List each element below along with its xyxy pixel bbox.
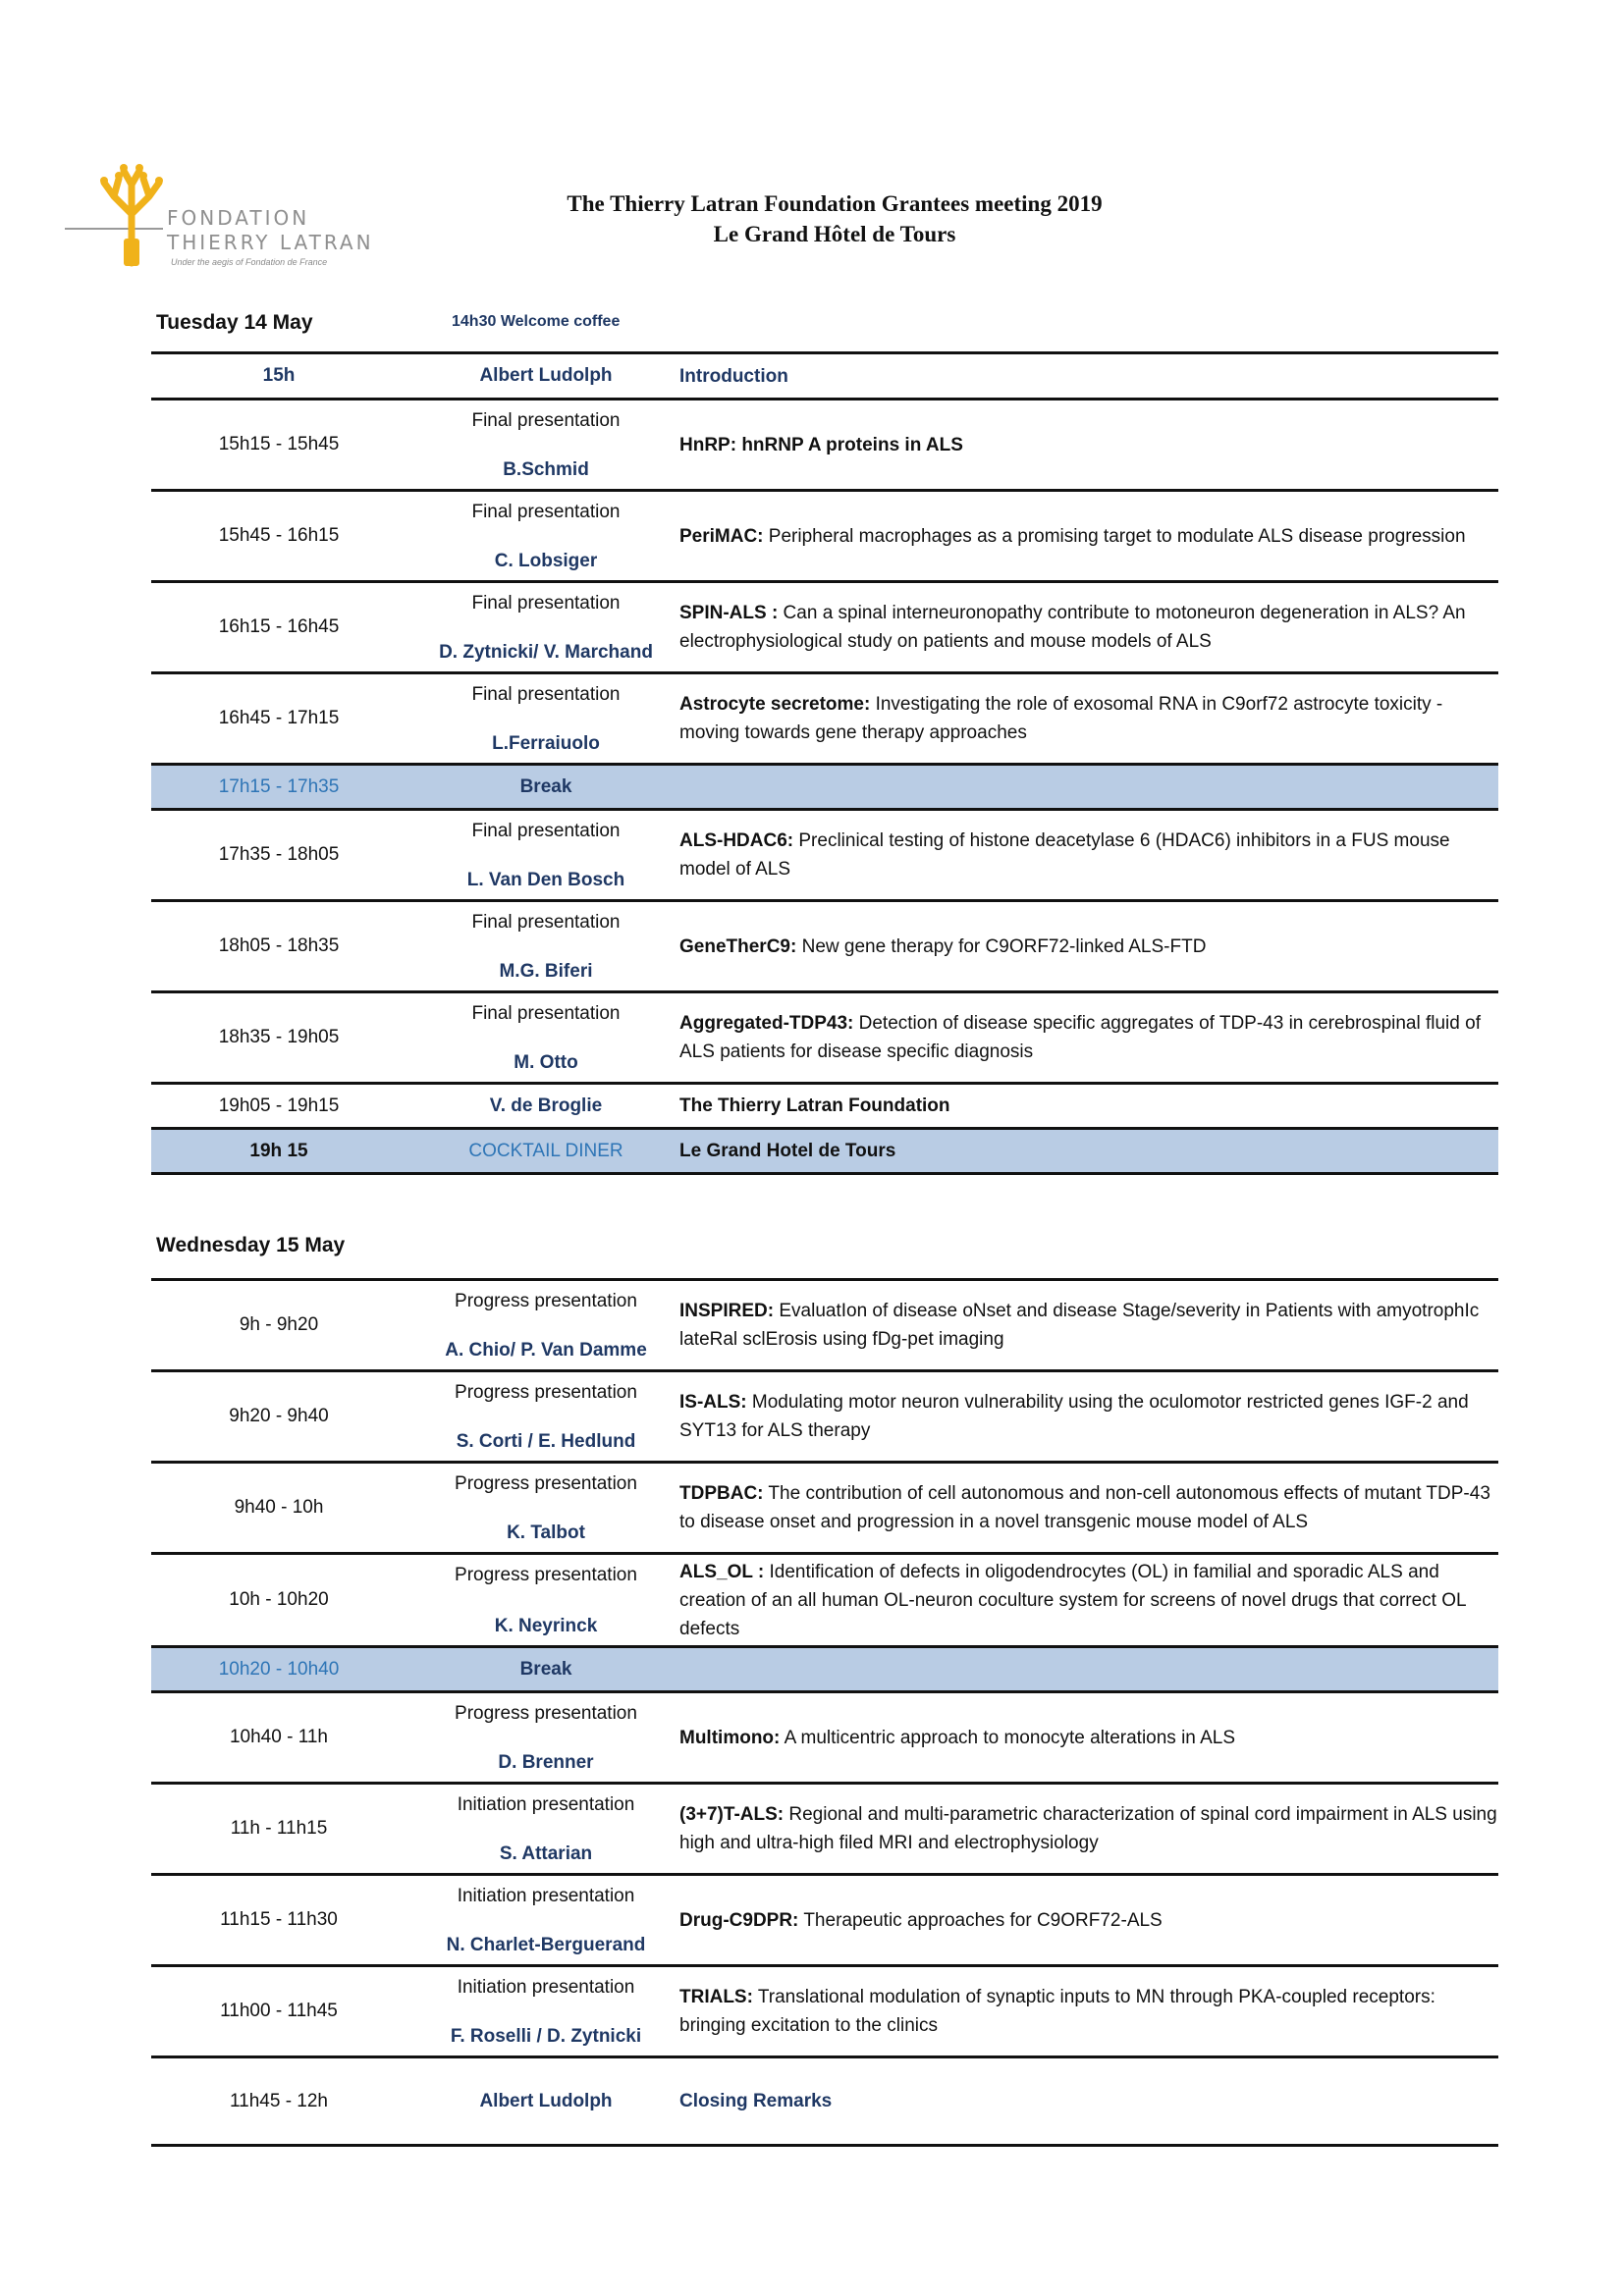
row-topic-text: Regional and multi-parametric characterization of spinal cord impairment in ALS using high and ultra-high filed MRI and electrophysiology: [679, 1804, 1497, 1853]
row-time: 9h20 - 9h40: [229, 1406, 329, 1426]
row-topic-title: ALS-HDAC6:: [679, 830, 794, 851]
row-topic-title: (3+7)T-ALS:: [679, 1804, 785, 1825]
row-speaker: D. Zytnicki/ V. Marchand: [439, 642, 653, 663]
row-presentation-type: Progress presentation: [455, 1703, 637, 1724]
row-topic-text: EvaluatIon of disease oNset and disease Stage/severity in Patients with amyotrophIc lateRal sclErosis using fDg-pet imaging: [679, 1301, 1480, 1350]
row-time: 11h - 11h15: [230, 1818, 328, 1839]
row-time: 10h40 - 11h: [229, 1727, 328, 1747]
schedule-row: [151, 398, 1498, 489]
row-presentation-type: Final presentation: [471, 821, 621, 841]
row-time: 10h20 - 10h40: [218, 1658, 340, 1680]
row-topic-title: Drug-C9DPR:: [679, 1909, 799, 1931]
row-speaker: Albert Ludolph: [479, 2090, 613, 2111]
row-time: 18h05 - 18h35: [218, 935, 340, 956]
schedule-row: [151, 1782, 1498, 1873]
schedule-row: [151, 2056, 1498, 2147]
row-topic-text: Investigating the role of exosomal RNA in C9orf72 astrocyte toxicity - moving towards gene therapy approaches: [679, 694, 1443, 743]
row-topic-text: Preclinical testing of histone deacetylase 6 (HDAC6) inhibitors in a FUS mouse model of ALS: [679, 830, 1450, 880]
schedule-row: [151, 990, 1498, 1082]
row-topic-title: TRIALS:: [679, 1987, 753, 2007]
row-time: 17h15 - 17h35: [218, 775, 340, 797]
day1-label: Tuesday 14 May: [156, 311, 313, 334]
row-time: 15h45 - 16h15: [218, 525, 340, 546]
row-topic-title: Aggregated-TDP43:: [679, 1013, 854, 1034]
row-presentation-type: Final presentation: [471, 684, 621, 705]
logo-tagline: Under the aegis of Fondation de France: [171, 257, 328, 267]
row-topic-title: IS-ALS:: [679, 1392, 747, 1413]
schedule-row: [151, 1964, 1498, 2056]
row-topic-title: ALS_OL :: [679, 1561, 765, 1582]
row-speaker: A. Chio/ P. Van Damme: [445, 1340, 647, 1361]
row-presentation-type: Final presentation: [471, 593, 621, 614]
row-speaker: B.Schmid: [503, 459, 589, 480]
row-speaker: M.G. Biferi: [499, 961, 593, 982]
row-speaker: F. Roselli / D. Zytnicki: [450, 2026, 642, 2047]
schedule-row: [151, 1552, 1498, 1645]
row-presentation-type: Progress presentation: [455, 1565, 637, 1585]
document-subtitle: Le Grand Hôtel de Tours: [713, 222, 956, 246]
row-topic-title: Le Grand Hotel de Tours: [679, 1141, 896, 1161]
row-speaker: L.Ferraiuolo: [492, 733, 600, 754]
cocktail-label: COCKTAIL DINER: [468, 1140, 623, 1161]
row-time: 19h05 - 19h15: [218, 1095, 340, 1116]
row-topic-text: Therapeutic approaches for C9ORF72-ALS: [798, 1909, 1163, 1931]
document-title: The Thierry Latran Foundation Grantees meeting 2019: [567, 191, 1103, 216]
row-time: 9h40 - 10h: [234, 1497, 324, 1518]
row-topic-title: GeneTherC9:: [679, 935, 797, 957]
schedule-row: [151, 1278, 1498, 1369]
row-presentation-type: Final presentation: [471, 502, 621, 522]
schedule-row: [151, 580, 1498, 671]
row-speaker: K. Neyrinck: [494, 1616, 598, 1636]
row-topic-title: HnRP: hnRNP A proteins in ALS: [679, 434, 963, 455]
row-time: 15h: [262, 365, 296, 386]
row-topic-text: Modulating motor neuron vulnerability using the oculomotor restricted genes IGF-2 and SYT13 for ALS therapy: [679, 1392, 1469, 1441]
row-speaker: M. Otto: [514, 1052, 578, 1073]
cocktail-row: [151, 1127, 1498, 1175]
row-time: 19h 15: [249, 1140, 308, 1161]
row-topic-text: Identification of defects in oligodendrocytes (OL) in familial and sporadic ALS and creation of an all human OL-neuron coculture system for screens of novel drugs that correct OL defects: [679, 1561, 1466, 1639]
row-presentation-type: Progress presentation: [455, 1473, 637, 1494]
schedule-row: [151, 1690, 1498, 1782]
welcome-coffee: 14h30 Welcome coffee: [452, 313, 621, 330]
row-presentation-type: Final presentation: [471, 410, 621, 431]
row-time: 16h15 - 16h45: [218, 616, 340, 637]
row-speaker: S. Attarian: [499, 1843, 593, 1864]
schedule-row: [151, 1369, 1498, 1461]
row-time: 11h00 - 11h45: [220, 2001, 338, 2021]
row-presentation-type: Initiation presentation: [457, 1977, 635, 1998]
row-topic-title: Closing Remarks: [679, 2091, 833, 2111]
schedule-row: [151, 1461, 1498, 1552]
row-presentation-type: Progress presentation: [455, 1291, 637, 1311]
day2-label: Wednesday 15 May: [156, 1234, 346, 1256]
row-speaker: N. Charlet-Berguerand: [446, 1935, 646, 1955]
row-time: 17h35 - 18h05: [218, 844, 340, 865]
row-time: 11h15 - 11h30: [220, 1909, 338, 1930]
row-speaker: K. Talbot: [507, 1522, 585, 1543]
row-time: 18h35 - 19h05: [218, 1027, 340, 1047]
row-presentation-type: Initiation presentation: [457, 1886, 635, 1906]
row-topic-title: The Thierry Latran Foundation: [679, 1095, 950, 1116]
schedule-row: [151, 351, 1498, 398]
row-speaker: L. Van Den Bosch: [466, 870, 625, 890]
row-topic-text: The contribution of cell autonomous and non-cell autonomous effects of mutant TDP-43 to disease onset and progression in a novel transgenic mouse model of ALS: [679, 1483, 1490, 1532]
break-row: [151, 1645, 1498, 1690]
row-topic-title: Astrocyte secretome:: [679, 694, 871, 715]
break-label: Break: [519, 775, 572, 797]
row-topic-text: Translational modulation of synaptic inputs to MN through PKA-coupled receptors: bringing excitation to the clinics: [679, 1987, 1435, 2036]
logo-line-1: FONDATION: [167, 206, 310, 230]
row-topic-title: SPIN-ALS :: [679, 603, 779, 623]
schedule-row: [151, 489, 1498, 580]
row-time: 11h45 - 12h: [229, 2090, 328, 2111]
schedule-row: [151, 899, 1498, 990]
row-topic-text: Detection of disease specific aggregates of TDP-43 in cerebrospinal fluid of ALS patients for disease specific diagnosis: [679, 1013, 1481, 1062]
row-speaker: Albert Ludolph: [479, 365, 613, 386]
row-presentation-type: Progress presentation: [455, 1382, 637, 1403]
row-topic-text: Can a spinal interneuronopathy contribute to motoneuron degeneration in ALS? An electrophysiological study on patients and mouse models of ALS: [679, 603, 1466, 652]
row-speaker: V. de Broglie: [489, 1095, 603, 1116]
row-time: 10h - 10h20: [229, 1589, 329, 1610]
row-time: 9h - 9h20: [239, 1314, 319, 1335]
schedule-row: [151, 671, 1498, 763]
logo-line-2: THIERRY LATRAN: [167, 231, 374, 254]
schedule-row: [151, 808, 1498, 899]
row-presentation-type: Initiation presentation: [457, 1794, 635, 1815]
row-topic-title: INSPIRED:: [679, 1301, 775, 1321]
row-speaker: C. Lobsiger: [494, 551, 598, 571]
row-topic-title: Multimono:: [679, 1727, 781, 1748]
row-topic-text: Peripheral macrophages as a promising target to modulate ALS disease progression: [763, 525, 1466, 547]
row-topic-title: TDPBAC:: [679, 1483, 764, 1504]
row-topic-title: Introduction: [679, 365, 788, 387]
row-time: 16h45 - 17h15: [218, 708, 340, 728]
foundation-logo: [65, 145, 399, 273]
row-presentation-type: Final presentation: [471, 1003, 621, 1024]
row-topic-title: PeriMAC:: [679, 525, 764, 547]
day2-schedule-table: [151, 1278, 1498, 2147]
schedule-row: [151, 1873, 1498, 1964]
break-label: Break: [519, 1658, 572, 1680]
break-row: [151, 763, 1498, 808]
row-time: 15h15 - 15h45: [218, 434, 340, 454]
day1-schedule-table: [151, 351, 1498, 1175]
row-presentation-type: Final presentation: [471, 912, 621, 933]
row-topic-text: A multicentric approach to monocyte alterations in ALS: [780, 1727, 1236, 1748]
row-speaker: S. Corti / E. Hedlund: [456, 1431, 636, 1452]
row-speaker: D. Brenner: [498, 1752, 594, 1773]
row-topic-text: New gene therapy for C9ORF72-linked ALS-FTD: [796, 935, 1207, 957]
schedule-row: [151, 1082, 1498, 1127]
